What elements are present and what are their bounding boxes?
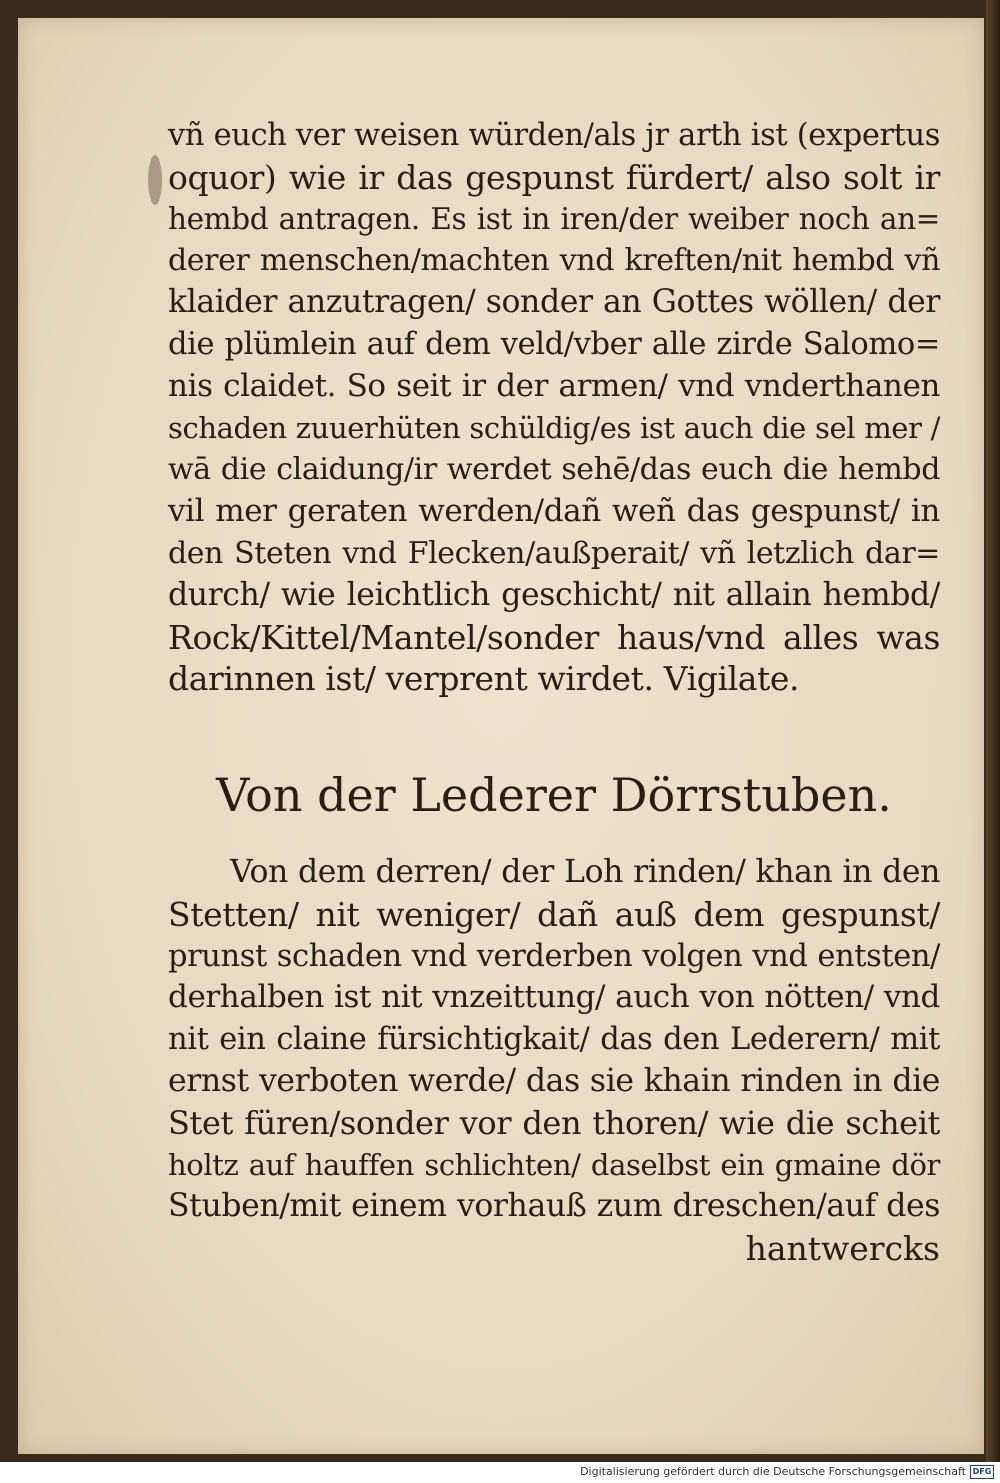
text-line: schaden zuuerhüten schüldig/es ist auch die sel mer /: [168, 410, 940, 445]
text-line: Von dem derren/ der Loh rinden/ khan in den: [230, 854, 940, 890]
text-line: klaider anzutragen/ sonder an Gottes wöllen/ der: [168, 284, 940, 321]
text-line: darinnen ist/ verprent wirdet. Vigilate.: [168, 659, 800, 699]
text-line: vñ euch ver weisen würden/als jr arth ist (expertus: [168, 118, 940, 153]
text-line: Stetten/ nit weniger/ dañ auß dem gespunst/: [168, 894, 940, 934]
text-line: Stuben/mit einem vorhauß zum dreschen/auf des: [168, 1188, 940, 1225]
text-line: oquor) wie ir das gespunst fürdert/ also solt ir: [168, 157, 940, 197]
text-line: derer menschen/machten vnd kreften/nit hembd vñ: [168, 243, 940, 279]
paragraph-top: [168, 115, 940, 700]
text-line: derhalben ist nit vnzeittung/ auch von nötten/ vnd: [168, 979, 940, 1016]
text-line: hembd antragen. Es ist in iren/der weiber noch an=: [168, 201, 940, 236]
paragraph-bottom: [168, 852, 940, 1270]
catchword: hantwercks: [745, 1229, 940, 1269]
text-line: holtz auf hauffen schlichten/ daselbst ein gmaine dör: [168, 1147, 940, 1182]
text-line: den Steten vnd Flecken/außperait/ vñ letzlich dar=: [168, 535, 940, 571]
text-line: nis claidet. So seit ir der armen/ vnd vnderthanen: [168, 367, 940, 404]
section-heading: Von der Lederer Dörrstuben.: [216, 768, 892, 822]
text-line: prunst schaden vnd verderben volgen vnd entsten/: [168, 938, 940, 974]
dfg-logo: DFG: [970, 1465, 994, 1479]
text-line: die plümlein auf dem veld/vber alle zirde Salomo=: [168, 326, 940, 362]
text-line: durch/ wie leichtlich geschicht/ nit allain hembd/: [168, 576, 940, 613]
text-line: wā die claidung/ir werdet sehē/das euch die hembd: [168, 452, 940, 488]
text-line: Stet füren/sonder vor den thoren/ wie die scheit: [168, 1103, 940, 1142]
footer-bar: [0, 1462, 1000, 1483]
book-edge: [986, 0, 1000, 1462]
text-line: nit ein claine fürsichtigkait/ das den Lederern/ mit: [168, 1022, 940, 1058]
text-line: vil mer geraten werden/dañ weñ das gespunst/ in: [168, 493, 940, 530]
footer-credit: Digitalisierung gefördert durch die Deutsche Forschungsgemeinschaft: [580, 1465, 966, 1478]
text-line: ernst verboten werde/ das sie khain rinden in die: [168, 1062, 940, 1099]
text-line: Rock/Kittel/Mantel/sonder haus/vnd alles was: [168, 617, 940, 657]
ink-stain: [148, 155, 162, 205]
